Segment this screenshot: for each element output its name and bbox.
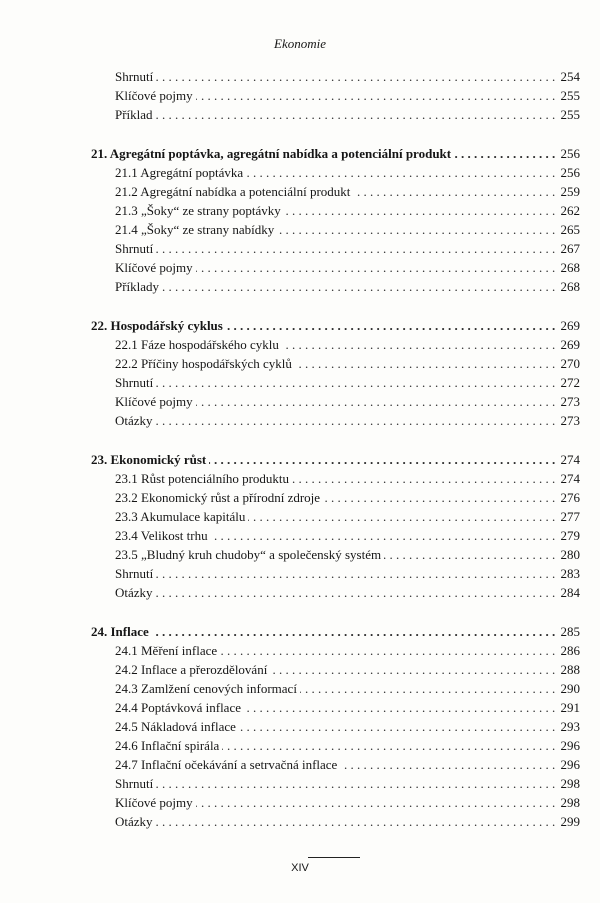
toc-chapter-block <box>0 450 600 602</box>
toc-entry-label: 23.5 „Bludný kruh chudoby“ a společenský systém <box>115 545 384 564</box>
toc-entry-label: 24.2 Inflace a přerozdělování <box>115 660 270 679</box>
toc-entry <box>0 641 600 660</box>
toc-entry-label: 23.1 Růst potenciálního produktu <box>115 469 292 488</box>
toc-page-number: 291 <box>560 700 580 715</box>
toc-entry <box>0 373 600 392</box>
toc-entry <box>0 86 600 105</box>
toc-entry-label: Shrnutí <box>115 774 156 793</box>
dot-leader <box>91 622 580 641</box>
toc-entry-label: 21.3 „Šoky“ ze strany poptávky <box>115 201 284 220</box>
toc-entry-label: Klíčové pojmy <box>115 86 196 105</box>
toc-page-number: 276 <box>560 490 580 505</box>
toc-entry <box>0 239 600 258</box>
toc-page-number: 277 <box>560 509 580 524</box>
toc-entry-label: 22.2 Příčiny hospodářských cyklů <box>115 354 295 373</box>
toc-page-number: 256 <box>560 146 580 161</box>
toc-entry-label: Příklad <box>115 105 156 124</box>
toc-page-number: 274 <box>560 471 580 486</box>
toc-page-number: 296 <box>560 738 580 753</box>
toc-entry <box>0 774 600 793</box>
footer-rule <box>308 857 360 858</box>
toc-page-number: 265 <box>560 222 580 237</box>
toc-page-number: 269 <box>560 318 580 333</box>
dot-leader <box>115 411 580 430</box>
toc-entry <box>0 564 600 583</box>
toc-entry <box>0 411 600 430</box>
page-number: XIV <box>291 862 309 874</box>
toc-entry <box>0 583 600 602</box>
dot-leader <box>115 774 580 793</box>
toc-entry-label: 23.3 Akumulace kapitálu <box>115 507 248 526</box>
toc-entry-label: Klíčové pojmy <box>115 258 196 277</box>
toc-entry-label: 24.6 Inflační spirála <box>115 736 222 755</box>
toc-entry <box>0 469 600 488</box>
toc-chapter-block <box>0 144 600 296</box>
dot-leader <box>115 373 580 392</box>
dot-leader <box>115 67 580 86</box>
toc-entry <box>0 182 600 201</box>
toc-entry-label: 23.2 Ekonomický růst a přírodní zdroje <box>115 488 323 507</box>
toc-page-number: 273 <box>560 413 580 428</box>
dot-leader <box>115 239 580 258</box>
toc-entry <box>0 755 600 774</box>
toc-page-number: 255 <box>560 107 580 122</box>
toc-page-number: 256 <box>560 165 580 180</box>
dot-leader <box>115 583 580 602</box>
toc-page-number: 288 <box>560 662 580 677</box>
toc-entry <box>0 698 600 717</box>
toc-entry-label: Klíčové pojmy <box>115 392 196 411</box>
toc-entry-label: 24.3 Zamlžení cenových informací <box>115 679 300 698</box>
toc-entry <box>0 277 600 296</box>
toc-entry <box>0 812 600 831</box>
toc-chapter-entry <box>0 316 600 335</box>
toc-entry <box>0 335 600 354</box>
toc-page-number: 272 <box>560 375 580 390</box>
running-header: Ekonomie <box>274 36 326 51</box>
toc-entry <box>0 717 600 736</box>
toc-page-number: 299 <box>560 814 580 829</box>
toc-entry-label: Shrnutí <box>115 373 156 392</box>
toc-entry-label: Shrnutí <box>115 564 156 583</box>
dot-leader <box>115 564 580 583</box>
toc-entry-label: 21.2 Agregátní nabídka a potenciální produkt <box>115 182 353 201</box>
toc-page-number: 269 <box>560 337 580 352</box>
toc-chapter-entry <box>0 622 600 641</box>
toc-page-number: 274 <box>560 452 580 467</box>
toc-entry <box>0 354 600 373</box>
toc-page-number: 268 <box>560 260 580 275</box>
toc-page-number: 293 <box>560 719 580 734</box>
toc-chapter-entry <box>0 144 600 163</box>
toc-page-number: 283 <box>560 566 580 581</box>
toc-page-number: 267 <box>560 241 580 256</box>
toc-chapter-entry <box>0 450 600 469</box>
toc-entry <box>0 679 600 698</box>
toc-entry-label: Shrnutí <box>115 239 156 258</box>
toc-entry <box>0 545 600 564</box>
toc-entry <box>0 258 600 277</box>
toc-entry-label: 21. Agregátní poptávka, agregátní nabídka a potenciální produkt <box>91 144 454 163</box>
toc-chapter-block <box>0 622 600 831</box>
toc-page-number: 262 <box>560 203 580 218</box>
toc-entry-label: 24. Inflace <box>91 622 152 641</box>
toc-entry-label: 22.1 Fáze hospodářského cyklu <box>115 335 282 354</box>
toc-entry-label: 24.5 Nákladová inflace <box>115 717 239 736</box>
toc-entry <box>0 163 600 182</box>
toc-entry <box>0 201 600 220</box>
toc-page-number: 268 <box>560 279 580 294</box>
toc-entry-label: 22. Hospodářský cyklus <box>91 316 226 335</box>
toc-entry-label: 24.1 Měření inflace <box>115 641 220 660</box>
toc-entry-label: Otázky <box>115 583 156 602</box>
toc-entry-label: 23. Ekonomický růst <box>91 450 209 469</box>
toc-entry <box>0 660 600 679</box>
toc-page-number: 255 <box>560 88 580 103</box>
toc-page-number: 280 <box>560 547 580 562</box>
toc-page-number: 296 <box>560 757 580 772</box>
table-of-contents <box>0 67 600 851</box>
toc-page-number: 254 <box>560 69 580 84</box>
toc-entry-label: Otázky <box>115 411 156 430</box>
toc-entry-label: 24.7 Inflační očekávání a setrvačná inflace <box>115 755 340 774</box>
toc-page-number: 284 <box>560 585 580 600</box>
toc-page-number: 273 <box>560 394 580 409</box>
toc-page-number: 259 <box>560 184 580 199</box>
toc-page-number: 286 <box>560 643 580 658</box>
toc-page-number: 285 <box>560 624 580 639</box>
toc-entry-label: 21.4 „Šoky“ ze strany nabídky <box>115 220 277 239</box>
toc-entry-label: Klíčové pojmy <box>115 793 196 812</box>
toc-entry-label: Příklady <box>115 277 162 296</box>
toc-entry <box>0 105 600 124</box>
dot-leader <box>115 105 580 124</box>
toc-page-number: 298 <box>560 776 580 791</box>
toc-chapter-block <box>0 316 600 430</box>
toc-page-number: 298 <box>560 795 580 810</box>
toc-entry-label: 21.1 Agregátní poptávka <box>115 163 246 182</box>
dot-leader <box>115 277 580 296</box>
dot-leader <box>115 812 580 831</box>
toc-chapter-block <box>0 67 600 124</box>
toc-entry-label: Shrnutí <box>115 67 156 86</box>
toc-entry <box>0 507 600 526</box>
toc-entry <box>0 220 600 239</box>
toc-page-number: 290 <box>560 681 580 696</box>
toc-entry <box>0 793 600 812</box>
toc-entry <box>0 488 600 507</box>
toc-page-number: 279 <box>560 528 580 543</box>
toc-entry-label: 24.4 Poptávková inflace <box>115 698 244 717</box>
toc-entry <box>0 392 600 411</box>
toc-entry-label: 23.4 Velikost trhu <box>115 526 211 545</box>
toc-entry-label: Otázky <box>115 812 156 831</box>
toc-page-number: 270 <box>560 356 580 371</box>
toc-entry <box>0 526 600 545</box>
toc-entry <box>0 736 600 755</box>
toc-entry <box>0 67 600 86</box>
